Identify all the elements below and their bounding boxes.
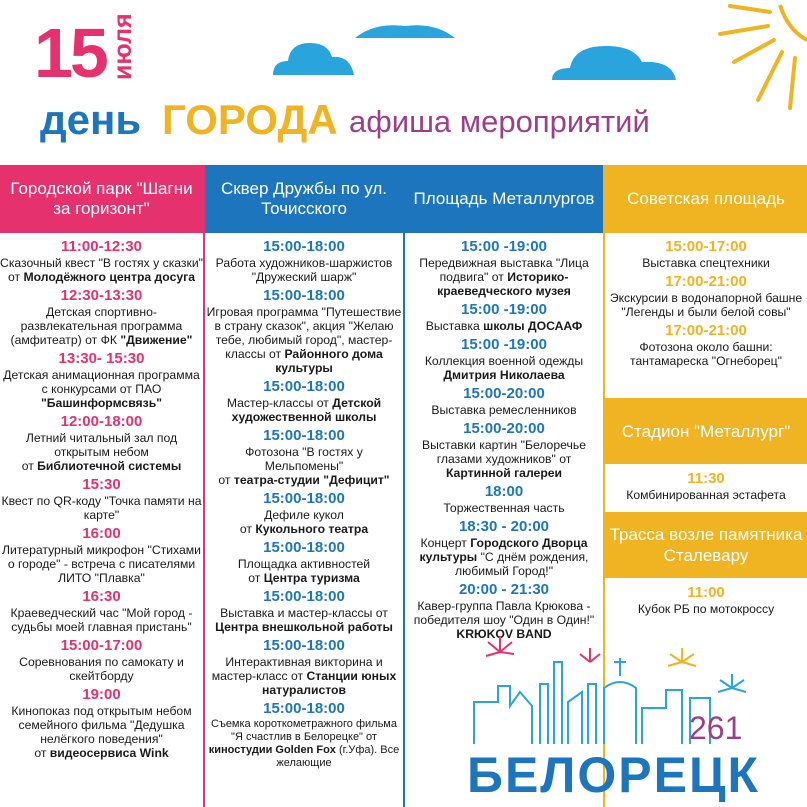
- column-heading-sovetskaya: Советская площадь: [605, 165, 807, 233]
- event-time: 15:00-18:00: [263, 378, 345, 395]
- event-item: [205, 637, 403, 697]
- event-text: Квест по QR-коду "Точка памяти на карте": [1, 494, 202, 522]
- event-item: [605, 273, 807, 319]
- event-text: Кавер-группа Павла Крюкова - победителя шоу "Один в Один!": [413, 599, 595, 627]
- event-item: [0, 525, 203, 585]
- event-prefix: от: [21, 459, 34, 473]
- event-text: Выставка ремесленников: [431, 403, 577, 417]
- event-organizer: Городского Дворца культуры: [419, 536, 588, 564]
- event-time: 15:00-18:00: [263, 637, 345, 654]
- event-time: 15:00-17:00: [665, 238, 747, 255]
- title-city-word: ГОРОДА: [162, 96, 338, 143]
- event-organizer: театра-студии "Дефицит": [233, 473, 390, 487]
- event-text: Экскурсии в водонапорной башне "Легенды и были белой совы": [609, 291, 803, 319]
- event-item: [205, 238, 403, 284]
- event-text: Комбинированная эстафета: [626, 488, 786, 502]
- event-item: [205, 539, 403, 585]
- event-time: 11:30: [687, 470, 725, 487]
- section-heading-track: Трасса возле памятника Сталевару: [605, 512, 807, 578]
- event-time: 17:00-21:00: [665, 322, 747, 339]
- event-organizer: Районного дома культуры: [275, 347, 383, 375]
- event-text: Литературный микрофон "Стихами о городе" - встреча с писателями ЛИТО "Плавка": [2, 543, 201, 585]
- event-item: [0, 637, 203, 683]
- event-item: [0, 238, 203, 284]
- column-track: [605, 584, 807, 616]
- event-suffix: (г.Уфа). Все желающие: [276, 744, 400, 769]
- event-time: 15:00-18:00: [263, 287, 345, 304]
- column-park: [0, 238, 203, 807]
- event-text: Детская анимационная программа с конкурсами от ПАО: [3, 368, 200, 396]
- event-item: [205, 700, 403, 770]
- event-time: 18:30 - 20:00: [458, 518, 550, 535]
- event-prefix: от: [268, 347, 282, 361]
- event-prefix: от: [8, 270, 21, 284]
- event-text: Работа художников-шаржистов "Дружеский шарж": [215, 256, 393, 284]
- event-organizer: Дмитрия Николаева: [443, 368, 565, 382]
- event-time: 15:00 -19:00: [461, 301, 547, 318]
- event-item: [405, 518, 603, 578]
- event-time: 16:30: [82, 588, 121, 605]
- event-organizer: киностудии Golden Fox: [208, 744, 336, 756]
- event-text: Выставка: [425, 319, 480, 333]
- event-text: Кинопоказ под открытым небом семейного фильма "Дедушка нелёгкого поведения": [11, 704, 192, 746]
- column-stadium: [605, 470, 807, 502]
- event-text: Интерактивная викторина и мастер-класс от: [211, 655, 383, 683]
- event-item: [405, 483, 603, 515]
- event-item: [0, 588, 203, 634]
- event-text: Дефиле кукол: [264, 508, 344, 522]
- event-item: [605, 584, 807, 616]
- event-item: [0, 287, 203, 347]
- section-heading-stadium: Стадион "Металлург": [605, 398, 807, 464]
- event-text: Мастер-классы от: [226, 396, 329, 410]
- event-item: [0, 350, 203, 410]
- event-organizer: "Башинформсвязь": [41, 396, 162, 410]
- event-text: Фотозона "В гостях у Мельпомены": [245, 445, 363, 473]
- event-time: 15:00 -19:00: [461, 336, 547, 353]
- event-organizer: Картинной галереи: [445, 466, 563, 480]
- event-time: 11:00-12:30: [61, 238, 142, 255]
- event-time: 15:00-18:00: [263, 700, 345, 717]
- sun-icon: [690, 0, 807, 110]
- event-text: Коллекция военной одежды: [424, 354, 584, 368]
- event-organizer: Станции юных натуралистов: [261, 669, 397, 697]
- event-item: [205, 427, 403, 487]
- event-prefix: от: [218, 473, 231, 487]
- event-time: 15:00-18:00: [263, 490, 345, 507]
- event-time: 12:30-13:30: [60, 287, 143, 304]
- event-item: [0, 476, 203, 522]
- event-text: Фотозона около башни: тантамареска "Огнеборец": [630, 340, 782, 368]
- event-time: 19:00: [82, 686, 121, 703]
- event-prefix: от: [34, 746, 47, 760]
- column-square: [205, 238, 403, 807]
- event-text: Выставка спецтехники: [642, 256, 770, 270]
- event-time: 16:00: [82, 525, 121, 542]
- column-heading-metallurgists: Площадь Металлургов: [405, 165, 603, 233]
- event-time: 13:30- 15:30: [58, 350, 145, 367]
- city-name-logo: БЕЛОРЕЦК: [467, 747, 761, 803]
- event-item: [205, 378, 403, 424]
- event-time: 15:00 -19:00: [461, 238, 547, 255]
- anniversary-number: 261: [689, 710, 743, 746]
- event-item: [0, 686, 203, 760]
- event-text: Детская спортивно-развлекательная программа (амфитеатр) от ФК: [10, 305, 183, 347]
- event-text: Краеведческий час "Мой город - судьбы моей главная пристань": [10, 606, 193, 634]
- event-time: 15:00-17:00: [60, 637, 143, 654]
- event-text: Соревнования по самокату и скейтборду: [19, 655, 184, 683]
- event-text: Выставка и мастер-классы от: [220, 606, 388, 620]
- day-number: 15: [34, 14, 106, 92]
- event-item: [205, 588, 403, 634]
- subtitle: афиша мероприятий: [349, 104, 650, 139]
- event-text: Сказочный квест "В гостях у сказки": [0, 256, 203, 270]
- event-text: Передвижная выставка "Лица подвига" от: [419, 256, 589, 284]
- event-time: 15:00-18:00: [263, 238, 345, 255]
- cloud-icon: [355, 20, 455, 40]
- event-organizer: Библиотечной системы: [37, 459, 182, 473]
- event-time: 12:00-18:00: [60, 413, 143, 430]
- event-time: 15:30: [82, 476, 121, 493]
- event-organizer: Молодёжного центра досуга: [23, 270, 195, 284]
- event-organizer: Детской художественной школы: [231, 396, 382, 424]
- event-organizer: Центра внешкольной работы: [215, 620, 393, 634]
- event-text: Площадка активностей: [237, 557, 371, 571]
- event-item: [605, 238, 807, 270]
- event-time: 15:00-20:00: [463, 420, 545, 437]
- event-suffix: "С днём рождения, любимый Город!": [454, 550, 589, 578]
- event-item: [405, 420, 603, 480]
- event-text: Летний читальный зал под открытым небом: [25, 431, 178, 459]
- event-organizer: школы ДОСААФ: [483, 319, 583, 333]
- event-time: 15:00-18:00: [263, 539, 345, 556]
- column-heading-square: Сквер Дружбы по ул. Точисского: [205, 165, 403, 233]
- event-time: 15:00-18:00: [263, 427, 345, 444]
- event-time: 20:00 - 21:30: [458, 581, 550, 598]
- event-item: [205, 287, 403, 375]
- event-item: [405, 385, 603, 417]
- month-label: июля: [109, 13, 137, 80]
- event-organizer: Центра туризма: [263, 571, 360, 585]
- event-item: [605, 322, 807, 368]
- title-day-word: день: [40, 96, 142, 143]
- event-prefix: от: [239, 522, 252, 536]
- event-organizer: видеосервиса Wink: [49, 746, 169, 760]
- cloud-icon: [548, 40, 678, 82]
- event-item: [405, 336, 603, 382]
- event-organizer: KRЮKOV BAND: [456, 627, 552, 641]
- event-time: 18:00: [484, 483, 524, 500]
- event-organizer: Кукольного театра: [255, 522, 369, 536]
- event-time: 15:00-18:00: [263, 588, 345, 605]
- event-time: 15:00-20:00: [463, 385, 545, 402]
- event-prefix: от: [248, 571, 261, 585]
- event-item: [605, 470, 807, 502]
- event-text: Выставки картин "Белоречье глазами художников" от: [422, 438, 586, 466]
- column-heading-park: Городской парк "Шагни за горизонт": [0, 165, 203, 233]
- event-time: 11:00: [687, 584, 725, 601]
- event-item: [0, 413, 203, 473]
- event-organizer: "Движение": [120, 333, 193, 347]
- event-text: Концерт: [420, 536, 467, 550]
- event-text: Кубок РБ по мотокроссу: [637, 602, 775, 616]
- event-item: [205, 490, 403, 536]
- event-text: Игровая программа "Путешествие в страну сказок", акция "Желаю тебе, любимый город", мастер-классы: [206, 305, 402, 361]
- event-organizer: Историко-краеведческого музея: [437, 270, 571, 298]
- event-text: Торжественная часть: [443, 501, 565, 515]
- event-item: [405, 238, 603, 298]
- event-item: [405, 301, 603, 333]
- cloud-icon: [268, 35, 358, 77]
- event-text: Съемка короткометражного фильма "Я счастлив в Белорецке" от: [211, 718, 397, 743]
- event-time: 17:00-21:00: [665, 273, 747, 290]
